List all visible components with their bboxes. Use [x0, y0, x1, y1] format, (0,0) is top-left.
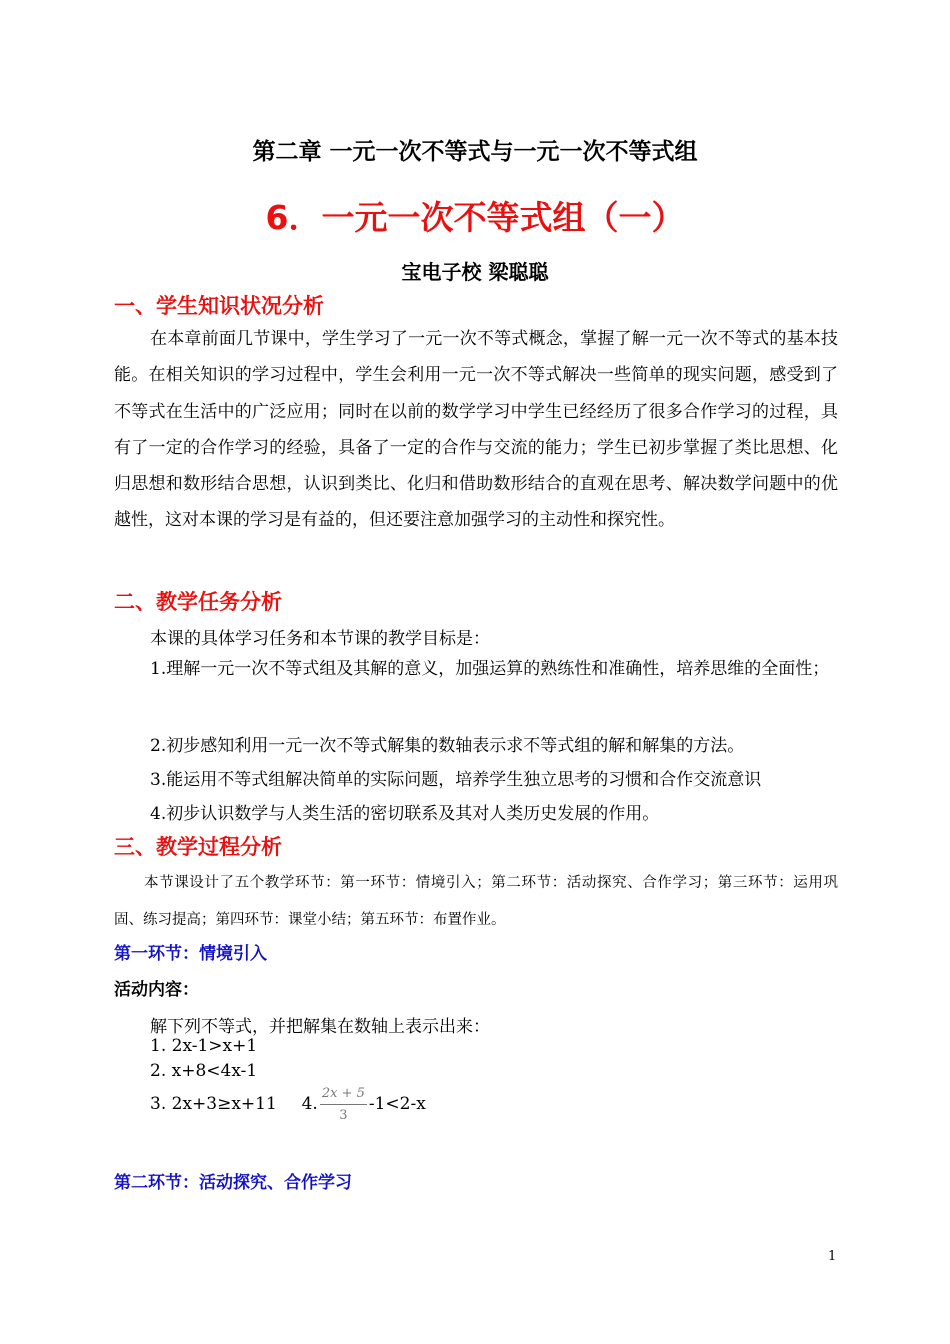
- exercise-item-1: 1. 2x-1>x+1: [150, 1036, 258, 1056]
- goal-2: 2.初步感知利用一元一次不等式解集的数轴表示求不等式组的解和解集的方法。: [150, 736, 745, 756]
- exercise-item-2: 2. x+8<4x-1: [150, 1061, 258, 1081]
- goal-4: 4.初步认识数学与人类生活的密切联系及其对人类历史发展的作用。: [150, 804, 660, 824]
- fraction-numerator: 2x + 5: [320, 1086, 367, 1105]
- section-heading-process-analysis: 三、教学过程分析: [114, 835, 282, 859]
- exercise-item-4-prefix: 4.: [301, 1094, 318, 1114]
- chapter-title: 第二章 一元一次不等式与一元一次不等式组: [252, 139, 698, 165]
- goal-3: 3.能运用不等式组解决简单的实际问题，培养学生独立思考的习惯和合作交流意识: [150, 770, 762, 790]
- lesson-title: 6．一元一次不等式组（一）: [265, 198, 685, 237]
- fraction: [320, 1086, 367, 1123]
- exercise-items-3-4: [150, 1086, 874, 1123]
- page-number: 1: [828, 1249, 837, 1264]
- author-line: 宝电子校 梁聪聪: [401, 260, 549, 284]
- step2-heading: 第二环节：活动探究、合作学习: [114, 1173, 352, 1193]
- exercise-item-3: 3. 2x+3≥x+11: [150, 1094, 277, 1114]
- task-intro: 本课的具体学习任务和本节课的教学目标是：: [150, 629, 490, 649]
- activity-label: 活动内容：: [114, 980, 199, 1000]
- section-heading-student-analysis: 一、学生知识状况分析: [114, 294, 324, 318]
- goal-1: 1.理解一元一次不等式组及其解的意义，加强运算的熟练性和准确性，培养思维的全面性；: [150, 659, 830, 679]
- section-heading-task-analysis: 二、教学任务分析: [114, 590, 282, 614]
- step1-heading: 第一环节：情境引入: [114, 944, 267, 964]
- student-analysis-paragraph: 在本章前面几节课中，学生学习了一元一次不等式概念，掌握了解一元一次不等式的基本技能。在相关知识的学习过程中，学生会利用一元一次不等式解决一些简单的现实问题，感受到了不等式在生活中的广泛应用；同时在以前的数学学习中学生已经经历了很多合作学习的过程，具有了一定的合作学习的经验，具备了一定的合作与交流的能力；学生已初步掌握了类比思想、化归思想和数形结合思想，认识到类比、化归和借助数形结合的直观在思考、解决数学问题中的优越性，这对本课的学习是有益的，但还要注意加强学习的主动性和探究性。: [114, 329, 838, 531]
- exercise-item-4-suffix: -1<2-x: [368, 1094, 426, 1114]
- fraction-denominator: 3: [339, 1108, 348, 1123]
- process-paragraph: 本节课设计了五个教学环节：第一环节：情境引入；第二环节：活动探究、合作学习；第三环节：运用巩固、练习提高；第四环节：课堂小结；第五环节：布置作业。: [114, 875, 838, 928]
- exercise-instruction: 解下列不等式，并把解集在数轴上表示出来：: [150, 1017, 490, 1037]
